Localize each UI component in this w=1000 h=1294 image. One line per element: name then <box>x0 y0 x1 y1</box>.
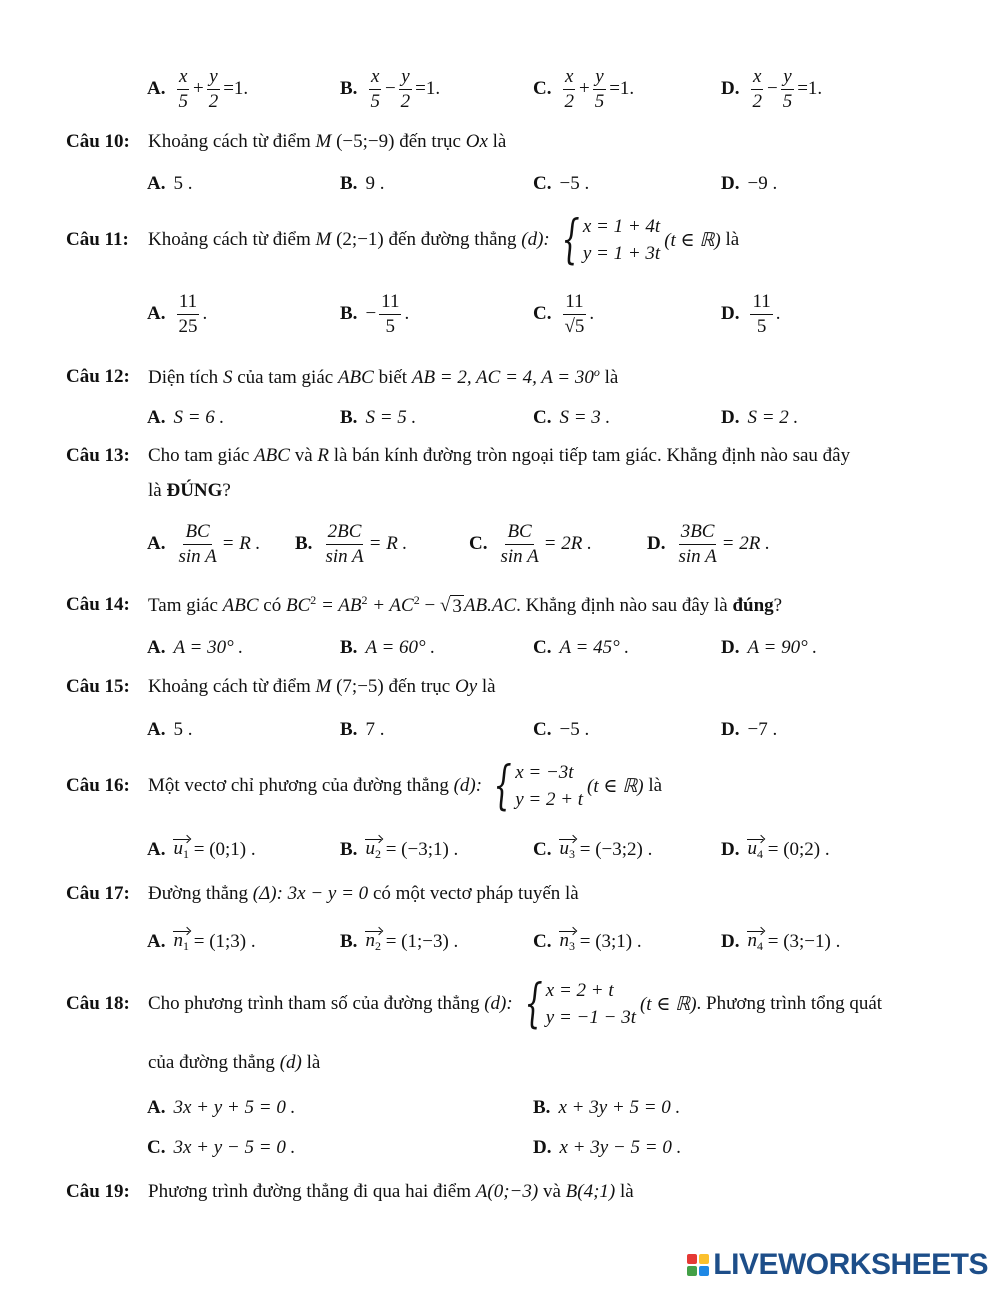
option-d[interactable]: D. x + 3y − 5 = 0 . <box>533 1137 682 1158</box>
option-b[interactable]: B. $\frac{x}{5}$ − $\frac{y}{2}$ =1. <box>340 65 441 112</box>
option-a[interactable]: A. $\frac{x}{5}$ + $\frac{y}{2}$ =1. <box>147 65 249 112</box>
logo-icon <box>687 1254 709 1276</box>
option-a[interactable]: A. 5 . <box>147 173 193 194</box>
option-c[interactable]: C. $u_3$ = (−3;2) . <box>533 838 653 861</box>
question-13: Câu 13: Cho tam giác ABC và R là bán kính đường tròn ngoại tiếp tam giác. Khẳng định nào sau đây là ĐÚNG? <box>66 445 851 501</box>
option-a[interactable]: A. $\frac{11}{25}$ . <box>147 290 208 337</box>
q18-options-row2 <box>147 1134 960 1162</box>
option-a[interactable]: A. 3x + y + 5 = 0 . <box>147 1097 296 1118</box>
q16-options <box>147 834 960 866</box>
question-12: Câu 12: Diện tích S của tam giác ABC biết AB = 2, AC = 4, $A = 30^o$ là <box>66 365 619 388</box>
option-d[interactable]: D. A = 90° . <box>721 637 818 658</box>
q10-options <box>147 170 960 198</box>
option-b[interactable]: B. A = 60° . <box>340 637 436 658</box>
parametric-system: { x = 2 + t y = −1 − 3t <box>524 974 636 1034</box>
option-c[interactable]: C. $\frac{11}{√5}$ . <box>533 290 595 337</box>
option-c[interactable]: C. A = 45° . <box>533 637 630 658</box>
q14-options <box>147 634 960 662</box>
question-16: Câu 16: Một vectơ chỉ phương của đường thẳng (d): { x = −3t y = 2 + t (t ∈ ℝ) là <box>66 756 663 816</box>
option-c[interactable]: C. $\frac{BC}{\text{sin A}}$ = 2R . <box>469 520 592 567</box>
question-17: Câu 17: Đường thẳng (Δ): 3x − y = 0 có một vectơ pháp tuyến là <box>66 883 579 904</box>
option-a[interactable]: A. 5 . <box>147 719 193 740</box>
option-b[interactable]: B. $u_2$ = (−3;1) . <box>340 838 459 861</box>
option-d[interactable]: D. S = 2 . <box>721 407 799 428</box>
option-a[interactable]: A. $n_1$ = (1;3) . <box>147 930 256 953</box>
question-18: Câu 18: Cho phương trình tham số của đường thẳng (d): { x = 2 + t y = −1 − 3t (t ∈ ℝ) . Phương trình tổng quát của đường thẳng (d) là <box>66 974 883 1073</box>
q12-options <box>147 404 960 432</box>
option-b[interactable]: B. S = 5 . <box>340 407 417 428</box>
question-15: Câu 15: Khoảng cách từ điểm M (7;−5) đến trục Oy là <box>66 676 496 697</box>
option-b[interactable]: B. − $\frac{11}{5}$ . <box>340 290 410 337</box>
question-10: Câu 10: Khoảng cách từ điểm M (−5;−9) đến trục Ox là <box>66 131 507 152</box>
option-a[interactable]: A. $\frac{BC}{\text{sin A}}$ = R . <box>147 520 261 567</box>
option-a[interactable]: A. A = 30° . <box>147 637 244 658</box>
option-b[interactable]: B. x + 3y + 5 = 0 . <box>533 1097 681 1118</box>
option-c[interactable]: C. −5 . <box>533 173 590 194</box>
option-a[interactable]: A. $u_1$ = (0;1) . <box>147 838 256 861</box>
question-19: Câu 19: Phương trình đường thẳng đi qua hai điểm A(0;−3) và B(4;1) là <box>66 1181 634 1202</box>
q13-options <box>147 516 960 572</box>
option-b[interactable]: B. 9 . <box>340 173 385 194</box>
question-14: Câu 14: Tam giác ABC có $BC^2 = AB^2 + AC^2$ − √ 3 AB.AC. Khẳng định nào sau đây là đúng? <box>66 592 783 617</box>
option-d[interactable]: D. $u_4$ = (0;2) . <box>721 838 830 861</box>
option-c[interactable]: C. $n_3$ = (3;1) . <box>533 930 642 953</box>
option-d[interactable]: D. −9 . <box>721 173 778 194</box>
logo-text: LIVEWORKSHEETS <box>713 1248 988 1281</box>
q18-options-row1 <box>147 1094 960 1122</box>
option-d[interactable]: D. −7 . <box>721 719 778 740</box>
q15-options <box>147 716 960 744</box>
option-b[interactable]: B. $n_2$ = (1;−3) . <box>340 930 459 953</box>
option-a[interactable]: A. S = 6 . <box>147 407 225 428</box>
parametric-system: { x = 1 + 4t y = 1 + 3t <box>561 210 661 270</box>
option-b[interactable]: B. $\frac{2BC}{\text{sin A}}$ = R . <box>295 520 408 567</box>
option-c[interactable]: C. S = 3 . <box>533 407 611 428</box>
parametric-system: { x = −3t y = 2 + t <box>493 756 584 816</box>
option-c[interactable]: C. $\frac{x}{2}$ + $\frac{y}{5}$ =1. <box>533 65 635 112</box>
option-d[interactable]: D. $\frac{3BC}{\text{sin A}}$ = 2R . <box>647 520 770 567</box>
option-b[interactable]: B. 7 . <box>340 719 385 740</box>
q11-options <box>147 286 960 342</box>
liveworksheets-logo <box>687 1248 988 1282</box>
option-d[interactable]: D. $\frac{11}{5}$ . <box>721 290 781 337</box>
option-c[interactable]: C. 3x + y − 5 = 0 . <box>147 1137 296 1158</box>
prev-options <box>147 62 960 116</box>
option-c[interactable]: C. −5 . <box>533 719 590 740</box>
option-d[interactable]: D. $n_4$ = (3;−1) . <box>721 930 841 953</box>
option-d[interactable]: D. $\frac{x}{2}$ − $\frac{y}{5}$ =1. <box>721 65 823 112</box>
question-11: Câu 11: Khoảng cách từ điểm M (2;−1) đến đường thẳng (d): { x = 1 + 4t y = 1 + 3t (t ∈ ℝ) là <box>66 210 740 270</box>
q17-options <box>147 926 960 958</box>
